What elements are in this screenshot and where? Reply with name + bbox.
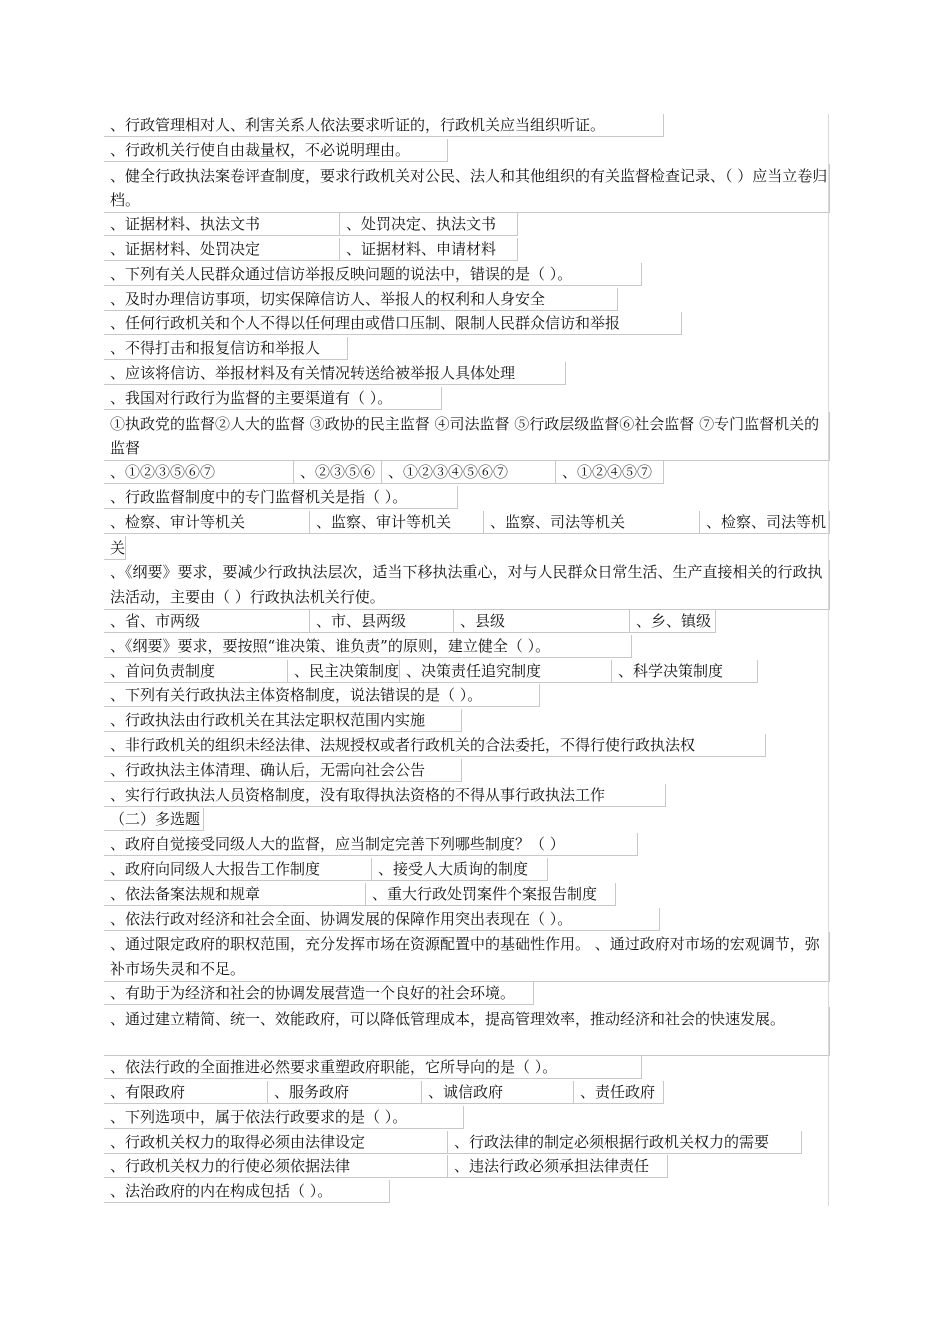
question-text: 、证据材料、处罚决定	[104, 238, 340, 261]
question-text: 、证据材料、执法文书	[104, 213, 340, 236]
question-text: 、政府向同级人大报告工作制度	[104, 858, 372, 881]
wrapped-text-block: 、通过限定政府的职权范围，充分发挥市场在资源配置中的基础性作用。 、通过政府对市场的宏观调节，弥补市场失灵和不足。	[104, 932, 830, 982]
text-line	[104, 858, 830, 883]
question-text: 、行政机关权力的取得必须由法律设定	[104, 1131, 448, 1154]
wrapped-text-block: 、《纲要》要求，要减少行政执法层次，适当下移执法重心，对与人民群众日常生活、生产直接相关的行政执法活动，主要由（ ）行政执法机关行使。	[104, 560, 830, 610]
question-text: 、行政机关行使自由裁量权，不必说明理由。	[104, 139, 448, 162]
option-text: 、违法行政必须承担法律责任	[448, 1155, 668, 1178]
option-text: 、①②③④⑤⑥⑦	[382, 461, 556, 484]
option-text: 、重大行政处罚案件个案报告制度	[366, 883, 616, 906]
page-right-border	[828, 114, 829, 1206]
question-text: 、有限政府	[104, 1081, 268, 1104]
text-line	[104, 883, 830, 908]
text-line	[104, 734, 830, 759]
text-line	[104, 288, 830, 313]
question-text: 、行政监督制度中的专门监督机关是指（ ）。	[104, 486, 458, 509]
question-text: 、依法行政的全面推进必然要求重塑政府职能，它所导向的是（ ）。	[104, 1056, 642, 1079]
text-line	[104, 908, 830, 933]
text-line	[104, 684, 830, 709]
question-text: 、下列选项中，属于依法行政要求的是（ ）。	[104, 1106, 464, 1129]
document-page	[104, 114, 830, 1205]
text-line	[104, 263, 830, 288]
text-line	[104, 784, 830, 809]
option-text: 、监察、审计等机关	[310, 511, 484, 534]
option-text: 、证据材料、申请材料	[340, 238, 518, 261]
wrapped-text-block: ①执政党的监督②人大的监督 ③政协的民主监督 ④司法监督 ⑤行政层级监督⑥社会监督 ⑦专门监督机关的监督	[104, 412, 830, 462]
question-text: 、及时办理信访事项，切实保障信访人、举报人的权利和人身安全	[104, 288, 618, 311]
question-text: 、《纲要》要求，要按照“谁决策、谁负责”的原则，建立健全（ ）。	[104, 635, 632, 658]
question-text: 、政府自觉接受同级人大的监督，应当制定完善下列哪些制度？（ ）	[104, 833, 638, 856]
question-text: 、首问负责制度	[104, 660, 288, 683]
text-line	[104, 635, 830, 660]
question-text: 、行政执法由行政机关在其法定职权范围内实施	[104, 709, 462, 732]
text-line	[104, 660, 830, 685]
text-line	[104, 709, 830, 734]
text-line	[104, 312, 830, 337]
question-text: 、依法备案法规和规章	[104, 883, 366, 906]
question-text: 、下列有关行政执法主体资格制度，说法错误的是（ ）。	[104, 684, 540, 707]
text-line	[104, 139, 830, 164]
text-line	[104, 461, 830, 486]
text-line	[104, 759, 830, 784]
question-text: 、实行行政执法人员资格制度，没有取得执法资格的不得从事行政执法工作	[104, 784, 666, 807]
text-line	[104, 808, 830, 833]
option-text: 、乡、镇级	[630, 610, 716, 633]
text-line	[104, 362, 830, 387]
text-line	[104, 238, 830, 263]
question-text: 、任何行政机关和个人不得以任何理由或借口压制、限制人民群众信访和举报	[104, 312, 682, 335]
question-text: 、下列有关人民群众通过信访举报反映问题的说法中，错误的是（ ）。	[104, 263, 642, 286]
text-line	[104, 1056, 830, 1081]
question-text: （二）多选题	[104, 808, 204, 831]
text-line	[104, 114, 830, 139]
text-line	[104, 982, 830, 1007]
text-line	[104, 1081, 830, 1106]
question-text: 、行政执法主体清理、确认后，无需向社会公告	[104, 759, 462, 782]
question-text: 、省、市两级	[104, 610, 310, 633]
question-text: 、法治政府的内在构成包括（ ）。	[104, 1180, 390, 1203]
option-text: 、①②④⑤⑦	[556, 461, 664, 484]
text-line	[104, 1155, 830, 1180]
question-text: 、检察、审计等机关	[104, 511, 310, 534]
option-text: 、诚信政府	[422, 1081, 574, 1104]
question-text: 、①②③⑤⑥⑦	[104, 461, 294, 484]
question-text: 、有助于为经济和社会的协调发展营造一个良好的社会环境。	[104, 982, 534, 1005]
option-text: 、②③⑤⑥	[294, 461, 382, 484]
option-text: 、接受人大质询的制度	[372, 858, 548, 881]
option-text: 、服务政府	[268, 1081, 422, 1104]
option-text: 、监察、司法等机关	[484, 511, 700, 534]
text-line	[104, 511, 830, 536]
question-text: 、行政机关权力的行使必须依据法律	[104, 1155, 448, 1178]
question-text: 、不得打击和报复信访和举报人	[104, 337, 348, 360]
option-text: 、责任政府	[574, 1081, 664, 1104]
option-text: 、决策责任追究制度	[400, 660, 612, 683]
wrapped-text-block: 关	[104, 536, 126, 561]
option-text: 、县级	[454, 610, 630, 633]
option-text: 、科学决策制度	[612, 660, 758, 683]
option-text: 、市、县两级	[310, 610, 454, 633]
wrapped-text-block: 、通过建立精简、统一、效能政府，可以降低管理成本，提高管理效率，推动经济和社会的快速发展。	[104, 1007, 830, 1057]
question-text: 、行政管理相对人、利害关系人依法要求听证的，行政机关应当组织听证。	[104, 114, 664, 137]
text-line	[104, 1106, 830, 1131]
wrapped-text-block: 、健全行政执法案卷评查制度，要求行政机关对公民、法人和其他组织的有关监督检查记录、（ ）应当立卷归档。	[104, 164, 830, 214]
option-text: 、民主决策制度	[288, 660, 400, 683]
text-line	[104, 387, 830, 412]
text-line	[104, 213, 830, 238]
text-line	[104, 337, 830, 362]
text-line	[104, 486, 830, 511]
question-text: 、应该将信访、举报材料及有关情况转送给被举报人具体处理	[104, 362, 566, 385]
question-text: 、依法行政对经济和社会全面、协调发展的保障作用突出表现在（ ）。	[104, 908, 660, 931]
question-text: 、我国对行政行为监督的主要渠道有（ ）。	[104, 387, 442, 410]
text-line	[104, 1180, 830, 1205]
question-text: 、非行政机关的组织未经法律、法规授权或者行政机关的合法委托，不得行使行政执法权	[104, 734, 766, 757]
text-line	[104, 1131, 830, 1156]
option-text: 、处罚决定、执法文书	[340, 213, 518, 236]
text-line	[104, 610, 830, 635]
option-text: 、行政法律的制定必须根据行政机关权力的需要	[448, 1131, 802, 1154]
text-line	[104, 833, 830, 858]
option-text: 、检察、司法等机	[700, 511, 830, 534]
